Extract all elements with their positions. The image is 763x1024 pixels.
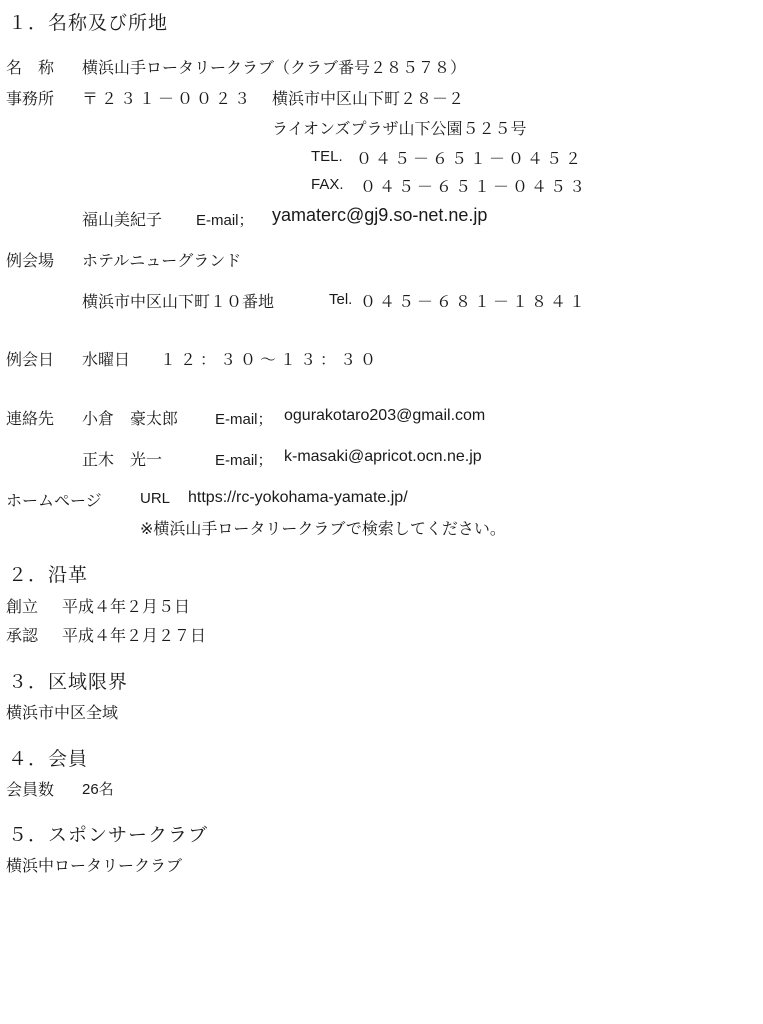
club-name-label: 名 称 <box>6 58 55 77</box>
approved-date: 平成４年２月２７日 <box>62 626 207 645</box>
meeting-label: 例会日 <box>6 350 55 369</box>
meeting-day: 水曜日 <box>82 350 131 369</box>
venue-address: 横浜市中区山下町１０番地 <box>82 292 275 311</box>
contact-email-label: E-mail； <box>215 452 273 469</box>
homepage-label: ホームページ <box>6 491 102 510</box>
venue-name: ホテルニューグランド <box>82 251 242 270</box>
office-address1: 横浜市中区山下町２８－２ <box>272 89 465 108</box>
club-name: 横浜山手ロータリークラブ（クラブ番号２８５７８） <box>82 58 467 77</box>
founded-date: 平成４年２月５日 <box>62 597 191 616</box>
office-email-label: E-mail； <box>196 212 254 229</box>
section-heading-5: ５．スポンサークラブ <box>8 824 209 846</box>
homepage-url-label: URL <box>140 490 171 507</box>
section-heading-2: ２．沿革 <box>8 564 89 586</box>
contact-email[interactable]: k-masaki@apricot.ocn.ne.jp <box>284 448 482 465</box>
office-staff: 福山美紀子 <box>82 210 163 229</box>
contact-name: 小倉 豪太郎 <box>82 409 179 428</box>
office-fax: ０４５－６５１－０４５３ <box>360 177 589 196</box>
office-tel-label: TEL. <box>311 148 343 165</box>
venue-label: 例会場 <box>6 251 55 270</box>
office-address2: ライオンズプラザ山下公園５２５号 <box>272 119 527 138</box>
contacts-label: 連絡先 <box>6 409 55 428</box>
approved-label: 承認 <box>6 626 39 645</box>
office-postal: 〒２３１－００２３ <box>82 89 254 108</box>
contact-email-label: E-mail； <box>215 411 273 428</box>
homepage-note: ※横浜山手ロータリークラブで検索してください。 <box>140 519 506 538</box>
members-label: 会員数 <box>6 780 55 799</box>
section-heading-3: ３．区域限界 <box>8 671 129 693</box>
district-area: 横浜市中区全域 <box>6 703 119 722</box>
contact-email[interactable]: ogurakotaro203@gmail.com <box>284 407 486 424</box>
office-tel: ０４５－６５１－０４５２ <box>356 149 585 168</box>
sponsor-club: 横浜中ロータリークラブ <box>6 856 183 875</box>
venue-tel-label: Tel. <box>329 291 353 308</box>
office-fax-label: FAX. <box>311 176 344 193</box>
homepage-url[interactable]: https://rc-yokohama-yamate.jp/ <box>188 489 408 506</box>
meeting-time: １２：３０～１３：３０ <box>160 350 381 369</box>
members-count: 26名 <box>82 781 114 798</box>
office-email[interactable]: yamaterc@gj9.so-net.ne.jp <box>272 205 488 225</box>
section-heading-1: １．名称及び所地 <box>8 12 169 34</box>
section-heading-4: ４．会員 <box>8 748 89 770</box>
founded-label: 創立 <box>6 597 39 616</box>
contact-name: 正木 光一 <box>82 450 163 469</box>
venue-tel: ０４５－６８１－１８４１ <box>360 292 589 311</box>
office-label: 事務所 <box>6 89 55 108</box>
